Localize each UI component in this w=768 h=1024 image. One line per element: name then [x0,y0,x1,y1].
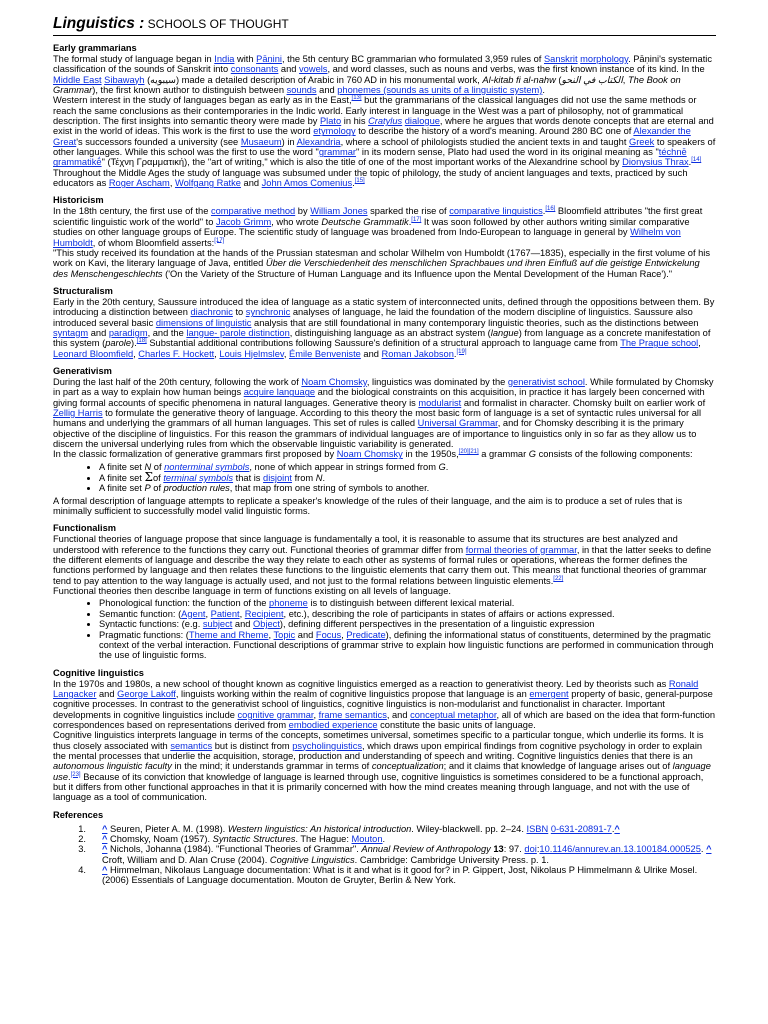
text-run: Cognitive linguistics interprets language in terms of the concepts, sometimes universal, sometimes specific to a particular tongue, which underlie its forms. It is thus closely associated with [53,730,704,751]
inline-link[interactable]: Recipient [244,608,284,619]
text-run: Functional theories of language propose that since language is fundamentally a tool, it is reasonable to assume that its structures are best analyzed and understood with reference to the functions they carry out. Functional theories of grammar differ from [53,534,678,555]
inline-link[interactable]: téchnē grammatikḗ [53,147,687,168]
text-run: . While formulated by Chomsky in part as a way to explain how human beings [53,376,714,398]
text-run: Bloomfield attributes "the first great scientific linguistic work of the world" to [53,206,703,227]
citation-ref[interactable]: [20][21] [458,449,479,456]
reference-number: 1. [78,823,86,834]
section-cognitive-linguistics [53,668,716,803]
paragraph [53,95,716,188]
inline-link[interactable]: Theme and Rheme [188,629,269,640]
inline-link[interactable]: formal theories of grammar [465,544,577,555]
text-run: . [611,823,615,834]
citation-ref[interactable]: [16] [545,206,556,213]
references-list [53,824,716,886]
text-run: of [150,483,164,494]
backlink-caret[interactable]: ^ [102,834,108,844]
text-run: to describe the history of a word's meaning. Around 280 BC one of [355,126,634,137]
inline-link[interactable]: George Lakoff [117,688,176,699]
paragraph [53,586,716,596]
inline-link[interactable]: ISBN [526,823,549,834]
text-run: , [341,629,347,640]
inline-link[interactable]: langue- parole distinction [186,327,290,338]
text-run: ), defining the informational status of constituents, determined by the pragmatic context of the verbal interaction. Functional descriptions of grammar strive to explain how linguistic functions are performed in communication through the use of linguistic forms. [99,629,714,661]
inline-link[interactable]: 0-631-20891-7 [550,823,612,834]
citation-ref[interactable]: [14] [691,157,702,164]
paragraph [53,297,716,359]
text-run: : 97. [503,844,525,855]
paragraph [53,206,716,247]
inline-link[interactable]: etymology [313,126,356,137]
inline-link[interactable]: Mouton [351,834,383,844]
backlink-caret[interactable]: ^ [102,844,108,855]
reference-item [53,844,716,865]
text-run: language use [53,761,711,782]
text-run: , [622,74,628,85]
text-run: production rules [163,483,230,494]
reference-text [102,834,716,844]
inline-link[interactable]: Wilhelm von Humboldt [53,227,681,248]
paragraph [53,679,716,731]
text-run: G [438,461,446,472]
inline-link[interactable]: Wolfgang Ratke [174,178,241,189]
inline-link[interactable]: terminal symbols [163,473,234,484]
inline-link[interactable]: Middle East [53,74,102,85]
text-run: : [536,844,540,855]
inline-link[interactable]: psycholinguistics [292,740,363,751]
reference-number: 2. [78,834,86,844]
text-run: , and the [147,327,187,338]
text-run: , [239,608,245,619]
functions-list [53,598,716,660]
text-run: , all of which are based on the idea that form-function correspondences based on representations derived from [53,709,716,730]
text-run: , that map from one string of symbols to another. [229,483,430,494]
text-run: Deutsche Grammatik [321,216,409,227]
reference-text [102,844,716,865]
inline-link[interactable]: Noam Chomsky [301,376,367,387]
text-run: P [144,483,151,494]
text-run: , where a school of philologists studied the ancient texts in and taught [340,136,629,147]
inline-link[interactable]: nonterminal symbols [164,461,250,472]
inline-link[interactable]: India [214,54,235,64]
text-run: Functional theories then describe language in term of functions existing on all levels of language. [53,586,451,597]
reference-text [102,865,716,886]
citation-ref[interactable]: [23] [70,771,81,778]
backlink-caret[interactable]: ^ [614,823,620,834]
text-run: In the 1970s and 1980s, a new school of thought known as cognitive linguistics emerged as a reaction to generativist theory. Led by theorists such as [53,678,669,689]
text-run: analyses of language, he laid the foundation of the modern discipline of linguistics. Saussure also introduced several basic [53,307,693,328]
text-run: Nichols, Johanna (1984). "Functional Theories of Grammar". [107,844,362,855]
citation-ref[interactable]: [17] [411,216,422,223]
text-run: ) in [281,136,297,147]
inline-link[interactable]: Sanskrit [543,54,578,64]
text-run: , [268,629,274,640]
inline-link[interactable]: Roger Ascham [108,178,170,189]
citation-ref[interactable]: [22] [553,575,564,582]
text-run: A finite set [99,461,145,472]
list-item [99,598,716,608]
inline-link[interactable]: Object [253,619,280,630]
text-run: Croft, William and D. Alan Cruse (2004). [102,854,270,865]
title-schools-of-thought: SCHOOLS OF THOUGHT [144,17,289,31]
text-run: consists of the following components: [536,449,693,460]
list-item [99,609,716,619]
inline-link[interactable]: frame semantics [318,709,387,720]
text-run: ('On the Variety of the Structure of Human Language and its Influence upon the Mental Development of the Human Race')." [162,268,673,279]
citation-ref[interactable]: [15] [354,178,365,185]
text-run: A formal description of language attempts to replicate a speaker's knowledge of the rules of their language, and the aim is to produce a set of rules that is minimally sufficient to successfully model valid linguistic forms. [53,495,683,517]
text-run: 13 [493,844,504,855]
text-run: and the biological constraints on this acquisition, in practice it has largely been concerned with giving formal accounts of specific phenomena in natural languages. Generative theory is [53,387,705,408]
text-run: A finite set [99,473,145,484]
inline-link[interactable]: phoneme [269,598,308,609]
text-run: conceptualization [371,761,444,772]
text-run: ). [131,338,137,349]
text-run: and [240,178,262,189]
text-run: . [445,461,449,472]
text-run: . [688,157,692,168]
text-run: . Wiley-blackwell. pp. 2–24. [411,823,527,834]
inline-link[interactable]: Dionysius Thrax [622,157,689,168]
text-run: a grammar [478,449,529,460]
text-run: Western interest in the study of languages began as early as in the East, [53,95,352,106]
inline-link[interactable]: emergent [529,688,569,699]
text-run: and [232,619,254,630]
text-run: with [234,54,257,64]
text-run: Throughout the Middle Ages the study of language was subsumed under the topic of philology, the study of ancient languages and texts, practiced by such educators as [53,167,688,189]
inline-link[interactable]: Charles F. Hockett [138,348,215,359]
text-run: In the 18th century, the first use of the [53,206,211,217]
text-run: , [283,348,289,359]
citation-ref[interactable]: [19] [456,348,467,355]
inline-link[interactable]: doi [524,844,537,855]
backlink-caret[interactable]: ^ [102,865,108,876]
section-structuralism [53,286,716,359]
text-run: , and word classes, such as nouns and verbs, was the first known instance of its kind. In the [327,64,705,75]
text-run: " in its modern sense, Plato had used the word in its original meaning as " [356,147,659,158]
text-run: . [68,771,71,782]
text-run: Chomsky, Noam (1957). [107,834,213,844]
title-linguistics: Linguistics : [53,15,145,32]
list-item [99,462,716,472]
reference-item [53,824,716,834]
section-heading: Structuralism [53,285,113,296]
inline-link[interactable]: synchronic [245,307,291,318]
inline-link[interactable]: subject [202,619,233,630]
text-run: Because of its conviction that knowledge of language is learned through use, cognitive linguistics is sometimes considered to be a functional approach, but it differs from other functional approaches in that it is primarily concerned with how the mind creates meaning through language, and not with the use of language as a tool of communication. [53,771,704,803]
inline-link[interactable]: dimensions of linguistic [155,317,252,328]
text-run: . Cambridge: Cambridge University Press. p. 1. [354,854,549,865]
inline-link[interactable]: Noam Chomsky [336,449,403,460]
document-page [53,14,716,1014]
text-run: from [292,473,316,484]
inline-link[interactable]: phonemes (sounds as units of a linguistic system) [337,85,543,96]
text-run: ; and it claims that knowledge of language arises out of [443,761,673,772]
text-run: , [698,338,701,349]
inline-link[interactable]: Zellig Harris [53,407,103,418]
text-run: It was soon followed by other authors writing similar comparative studies on other language groups of Europe. The scientific study of language was broadened from Indo-European to language in general by [53,216,690,238]
inline-link[interactable]: Musaeum [240,136,282,147]
text-run: . [542,206,546,217]
text-run: and [316,85,338,96]
text-run: Seuren, Pieter A. M. (1998). [107,823,228,834]
text-run: G [528,449,537,460]
section-heading: Cognitive linguistics [53,667,144,678]
text-run: Substantial additional contributions following Saussure's definition of a structural approach to language came from [146,338,621,349]
text-run: The Book on Grammar [53,74,681,96]
text-run: autonomous linguistic faculty [53,761,172,772]
inline-link[interactable]: sounds [286,85,317,96]
text-run: Phonological function: the function of the [99,598,270,609]
text-run: , [133,348,139,359]
inline-link[interactable]: dialogue [404,116,440,127]
page-title [53,14,716,36]
text-run: In the classic formalization of generative grammars first proposed by [53,449,337,460]
text-run: , in that the latter seeks to define the different elements of language and describe the way they relate to each other as systems of formal rules or operations, whereas the former defines the functions performed by language and then relates these functions to the linguistic elements that carry them out. This means that functional theories of grammar tend to pay attention to the way language is actually used, and not just to the formal relations between linguistic elements. [53,544,712,586]
text-run: Syntactic Structures [212,834,296,844]
text-run: , distinguishing language as an abstract system ( [289,327,491,338]
paragraph [53,449,716,459]
text-run: in the mind; it understands grammar in terms of [171,761,372,772]
text-run: Annual Review of Anthropology [361,844,491,855]
inline-link[interactable]: comparative linguistics [449,206,543,217]
inline-link[interactable]: Ronald Langacker [53,678,699,699]
inline-link[interactable]: Predicate [346,629,386,640]
paragraph [53,54,716,95]
text-run: , where he argues that words denote concepts that are eternal and exist in the world of ideas. This work is the first to use the word [53,116,714,137]
section-heading: Generativism [53,365,112,376]
text-run: , none of which appear in strings formed from [249,461,439,472]
text-run: Semantic function: ( [99,608,182,619]
text-run: that is [233,473,264,484]
text-run: of [152,473,164,484]
inline-link[interactable]: 10.1146/annurev.an.13.100184.000525 [539,844,701,855]
text-run: . [352,178,355,189]
inline-link[interactable]: generativist school [507,376,585,387]
text-run: , linguistics was dominated by the [366,376,508,387]
inline-link[interactable]: paradigm [108,327,148,338]
inline-link[interactable]: modularist [418,397,462,408]
text-run: , who wrote [271,216,322,227]
inline-link[interactable]: Roman Jakobson [381,348,454,359]
text-run: but the grammarians of the classical languages did not use the same methods or reach the same conclusions as their contemporaries in the Indic world. Early interest in language in the West was a part of philosophy, not of grammatical description. The first insights into semantic theory were made by [53,95,697,127]
text-run: but is distinct from [212,740,293,751]
inline-link[interactable]: vowels [299,64,328,75]
text-run: The formal study of language began in [53,54,215,64]
text-run: to speakers of other languages. While this school was the first to use the word " [53,136,716,158]
grammar-components-list [53,462,716,494]
inline-link[interactable]: disjoint [263,473,292,484]
text-run: to [232,307,246,318]
text-run: ), the first known author to distinguish between [92,85,287,96]
text-run: Pragmatic functions: ( [99,629,189,640]
inline-link[interactable]: morphology [580,54,629,64]
text-run: and [360,348,382,359]
text-run: langue [490,327,519,338]
text-run: , which draws upon empirical findings from cognitive psychology in order to explain the mental processes that underlie the acquisition, storage, production and understanding of speech and writing. Cognitive linguistics denies that there is an [53,740,703,761]
inline-link[interactable]: semantics [170,740,213,751]
list-item [99,472,716,483]
text-run: , the 5th century BC grammarian who formulated 3,959 rules of [281,54,544,64]
sigma-symbol: Σ [144,470,153,485]
text-run: by [295,206,311,217]
section-heading: Historicism [53,195,104,206]
paragraph [53,248,716,279]
text-run: . [322,473,326,484]
inline-link[interactable]: Pāṇini [256,54,282,64]
inline-link[interactable]: Patient [210,608,240,619]
text-run: ( [555,74,562,85]
text-run: (سیبویه) made a detailed description of Arabic in 760 AD in his monumental work, [144,74,483,85]
paragraph [53,496,716,517]
text-run: N [315,473,323,484]
inline-link[interactable]: conceptual metaphor [410,709,497,720]
text-run: in his [341,116,369,127]
text-run: , [205,608,211,619]
inline-link[interactable]: Agent [181,608,206,619]
text-run: . [408,216,412,227]
text-run: . [700,844,707,855]
section-heading: Early grammarians [53,43,137,53]
text-run: of [151,461,165,472]
text-run: parole [105,338,132,349]
text-run: الكتاب في النحو [561,74,623,85]
inline-link[interactable]: Leonard Bloomfield [53,348,134,359]
text-run: , [169,178,175,189]
text-run: Western linguistics: An historical introduction [227,823,412,834]
text-run: ), defining different perspectives in the presentation of a linguistic expression [279,619,595,630]
text-run: Early in the 20th century, Saussure introduced the idea of language as a static system of interconnected units, defined through the oppositions between them. By introducing a distinction between [53,296,715,318]
inline-link[interactable]: embodied experience [288,719,378,730]
text-run: , and for Chomsky describing it is the primary objective of the discipline of linguistics. For this reason the grammars of individual languages are of importance to linguistics only in so far as they allow us to discern the universal underlying rules from which the observable linguistic variability is generated. [53,418,697,449]
text-run: During the last half of the 20th century, following the work of [53,376,302,387]
reference-number: 4. [78,865,86,876]
text-run: , linguists working within the realm of cognitive linguistics propose that language is an [175,688,530,699]
list-item [99,619,716,629]
text-run: analysis that are still foundational in many contemporary linguistic theories, such as the distinctions between [251,317,699,328]
section-generativism [53,366,716,516]
text-run: . The Hague: [295,834,352,844]
section-historicism [53,195,716,278]
paragraph [53,377,716,449]
text-run: in the 1950s, [402,449,459,460]
paragraph [53,534,716,586]
reference-item [53,865,716,886]
inline-link[interactable]: diachronic [190,307,233,318]
text-run: "This study received its foundation at the hands of the Prussian statesman and scholar Wilhelm von Humboldt (1767—1835), especially in the first volume of his work on Kavi, the literary language of Java, entitled [53,247,711,269]
citation-ref[interactable]: [18] [136,338,147,345]
inline-link[interactable]: The Prague school [620,338,699,349]
inline-link[interactable]: Alexander the Great [53,126,691,147]
list-item [99,630,716,661]
text-run: and [295,629,316,640]
inline-link[interactable]: Plato [319,116,342,127]
text-run: . [542,85,545,96]
inline-link[interactable]: Topic [273,629,296,640]
text-run: property of basic, general-purpose cognitive processes. In contrast to the generativist school of linguistics, cognitive linguistics is non-modularist and functionalist in character. Important developments in cognitive linguistics include [53,688,713,720]
section-functionalism [53,523,716,660]
section-references [53,810,716,886]
text-run: constitute the basic units of language. [377,719,536,730]
citation-ref[interactable]: [13] [351,95,362,102]
inline-link[interactable]: grammar [318,147,357,158]
paragraph [53,730,716,802]
text-run: and [88,327,109,338]
citation-ref[interactable]: [17] [214,237,225,244]
inline-link[interactable]: syntagm [53,327,89,338]
reference-number: 3. [78,844,86,855]
text-run: " (Τέχνη Γραμματική), the "art of writing," which is also the title of one of the most important works of the Alexandrine school by [101,157,623,168]
inline-link[interactable]: John Amos Comenius [261,178,353,189]
section-heading: References [53,809,104,820]
inline-link[interactable]: Jacob Grimm [215,216,272,227]
inline-link[interactable]: William Jones [310,206,368,217]
section-early-grammarians [53,43,716,188]
inline-link[interactable]: Cratylus [368,116,403,127]
text-run: . [382,834,386,844]
text-run: A finite set [99,483,145,494]
text-run: , [313,709,319,720]
backlink-caret[interactable]: ^ [102,823,108,834]
text-run: ) from language as a concrete manifestation of this system ( [53,327,711,349]
text-run: N [144,461,152,472]
text-run: Himmelman, Nikolaus Language documentation: What is it and what is it good for? in P. Gippert, Jost, Nikolaus P Himmelmann & Ulrike Mosel. (2006) Essentials of Language documentation. Mouton de Gruyter, Berlin & New York. [102,865,698,886]
inline-link[interactable]: Sibawayh [104,74,145,85]
backlink-caret[interactable]: ^ [706,844,712,855]
text-run: and [96,688,118,699]
list-item [99,483,716,493]
inline-link[interactable]: Focus [315,629,342,640]
inline-link[interactable]: Universal Grammar [417,418,498,429]
text-run: is to distinguish between different lexical material. [307,598,515,609]
section-heading: Functionalism [53,523,117,534]
inline-link[interactable]: consonants [230,64,279,75]
text-run: and formalist in character. Chomsky built on earlier work of [461,397,706,408]
reference-text [102,824,716,834]
text-run: , and [386,709,411,720]
text-run: Über die Verschiedenheit des menschlichen Sprachbaues und ihren Einfluß auf die geistige Entwickelung des Menschengeschlechts [53,258,700,279]
text-run: , [214,348,220,359]
inline-link[interactable]: Louis Hjelmslev [219,348,284,359]
text-run: and [278,64,300,75]
text-run: Al-kitab fi al-nahw [482,74,556,85]
text-run: . [453,348,457,359]
reference-item [53,834,716,844]
inline-link[interactable]: Émile Benveniste [289,348,361,359]
text-run: . Pāṇini's systematic classification of the sounds of Sanskrit into [53,54,712,75]
text-run: Cognitive Linguistics [269,854,355,865]
text-run: , etc.), describing the role of participants in states of affairs or actions expressed. [283,608,615,619]
text-run: Syntactic functions: (e.g. [99,619,203,630]
text-run: to formulate the generative theory of language. According to this theory the most basic form of language is a set of syntactic rules universal for all humans and underlying the grammars of all human languages. This set of rules is called [53,407,702,429]
text-run: , of whom Bloomfield asserts: [92,237,215,248]
text-run: sparked the rise of [367,206,450,217]
text-run: 's successors founded a university (see [76,136,241,147]
inline-link[interactable]: Greek [628,136,655,147]
inline-link[interactable]: comparative method [210,206,296,217]
inline-link[interactable]: Alexandria [296,136,341,147]
inline-link[interactable]: acquire language [243,387,316,398]
inline-link[interactable]: cognitive grammar [237,709,314,720]
